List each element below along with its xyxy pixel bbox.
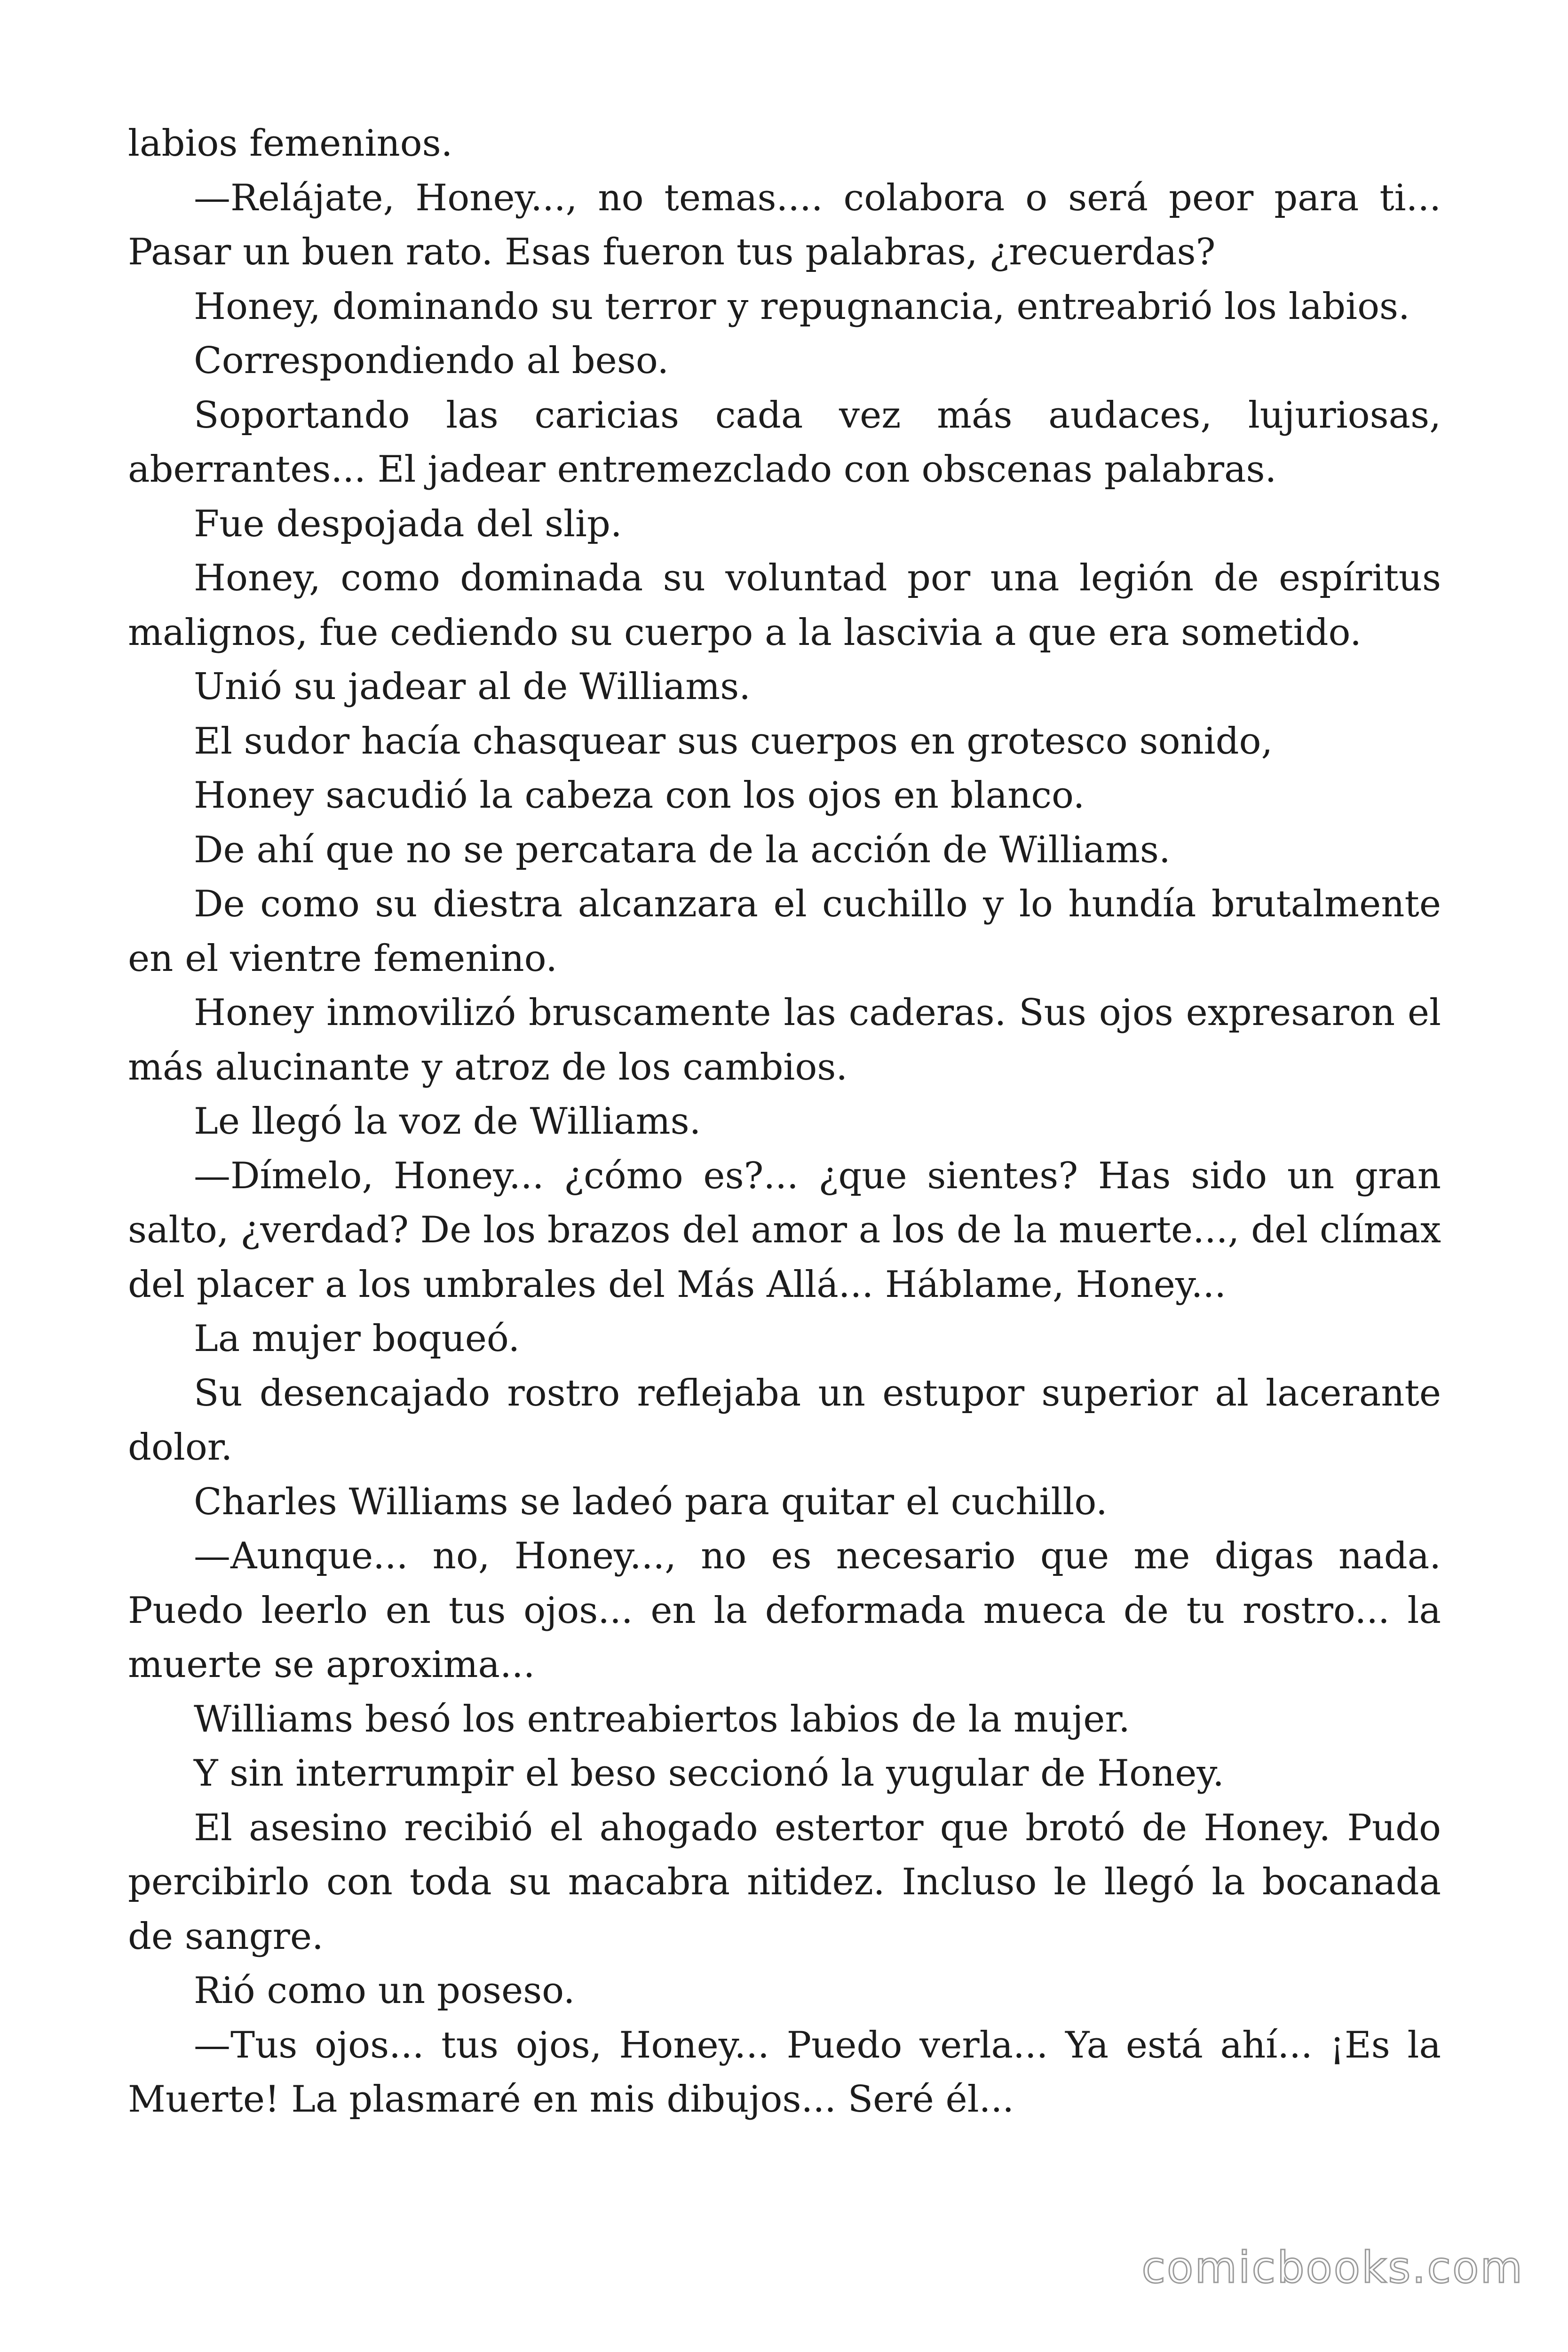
paragraph-22: El asesino recibió el ahogado estertor que brotó de Honey. Pudo percibirlo con toda su macabra nitidez. Incluso le llegó la bocanada de sangre.	[128, 1806, 1441, 1958]
paragraph-20: Williams besó los entreabiertos labios de la mujer.	[194, 1698, 1130, 1740]
paragraph-16: La mujer boqueó.	[194, 1318, 520, 1360]
paragraph-14: Le llegó la voz de Williams.	[194, 1100, 701, 1143]
paragraph-15: —Dímelo, Honey... ¿cómo es?... ¿que sientes? Has sido un gran salto, ¿verdad? De los brazos del amor a los de la muerte..., del clímax del placer a los umbrales del Más Allá... Háblame, Honey...	[128, 1154, 1441, 1306]
paragraph-23: Rió como un poseso.	[194, 1970, 575, 2012]
paragraph-13: Honey inmovilizó bruscamente las caderas. Sus ojos expresaron el más alucinante y atroz de los cambios.	[128, 992, 1441, 1089]
paragraph-17: Su desencajado rostro reflejaba un estupor superior al lacerante dolor.	[128, 1372, 1441, 1469]
paragraph-5: Soportando las caricias cada vez más audaces, lujuriosas, aberrantes... El jadear entremezclado con obscenas palabras.	[128, 394, 1441, 491]
paragraph-7: Honey, como dominada su voluntad por una legión de espíritus malignos, fue cediendo su cuerpo a la lascivia a que era sometido.	[128, 557, 1441, 654]
paragraph-18: Charles Williams se ladeó para quitar el cuchillo.	[194, 1480, 1108, 1523]
watermark-text: comicbooks.com	[1141, 2242, 1524, 2293]
paragraph-19: —Aunque... no, Honey..., no es necesario que me digas nada. Puedo leerlo en tus ojos... en la deformada mueca de tu rostro... la muerte se aproxima...	[128, 1535, 1441, 1686]
paragraph-11: De ahí que no se percatara de la acción de Williams.	[194, 828, 1171, 871]
paragraph-2: —Relájate, Honey..., no temas.... colabora o será peor para ti... Pasar un buen rato. Esas fueron tus palabras, ¿recuerdas?	[128, 176, 1441, 273]
paragraph-12: De como su diestra alcanzara el cuchillo y lo hundía brutalmente en el vientre femenino.	[128, 883, 1441, 980]
paragraph-4: Correspondiendo al beso.	[194, 340, 669, 382]
paragraph-10: Honey sacudió la cabeza con los ojos en blanco.	[194, 774, 1085, 817]
paragraph-3: Honey, dominando su terror y repugnancia, entreabrió los labios.	[194, 285, 1410, 328]
paragraph-21: Y sin interrumpir el beso seccionó la yugular de Honey.	[194, 1752, 1224, 1795]
paragraph-9: El sudor hacía chasquear sus cuerpos en grotesco sonido,	[194, 720, 1273, 763]
paragraph-6: Fue despojada del slip.	[194, 502, 622, 545]
paragraph-8: Unió su jadear al de Williams.	[194, 666, 751, 708]
paragraph-1: labios femeninos.	[128, 122, 453, 165]
paragraph-24: —Tus ojos... tus ojos, Honey... Puedo verla... Ya está ahí... ¡Es la Muerte! La plasmaré en mis dibujos... Seré él...	[128, 2024, 1441, 2121]
page-body-text	[128, 117, 1441, 2127]
